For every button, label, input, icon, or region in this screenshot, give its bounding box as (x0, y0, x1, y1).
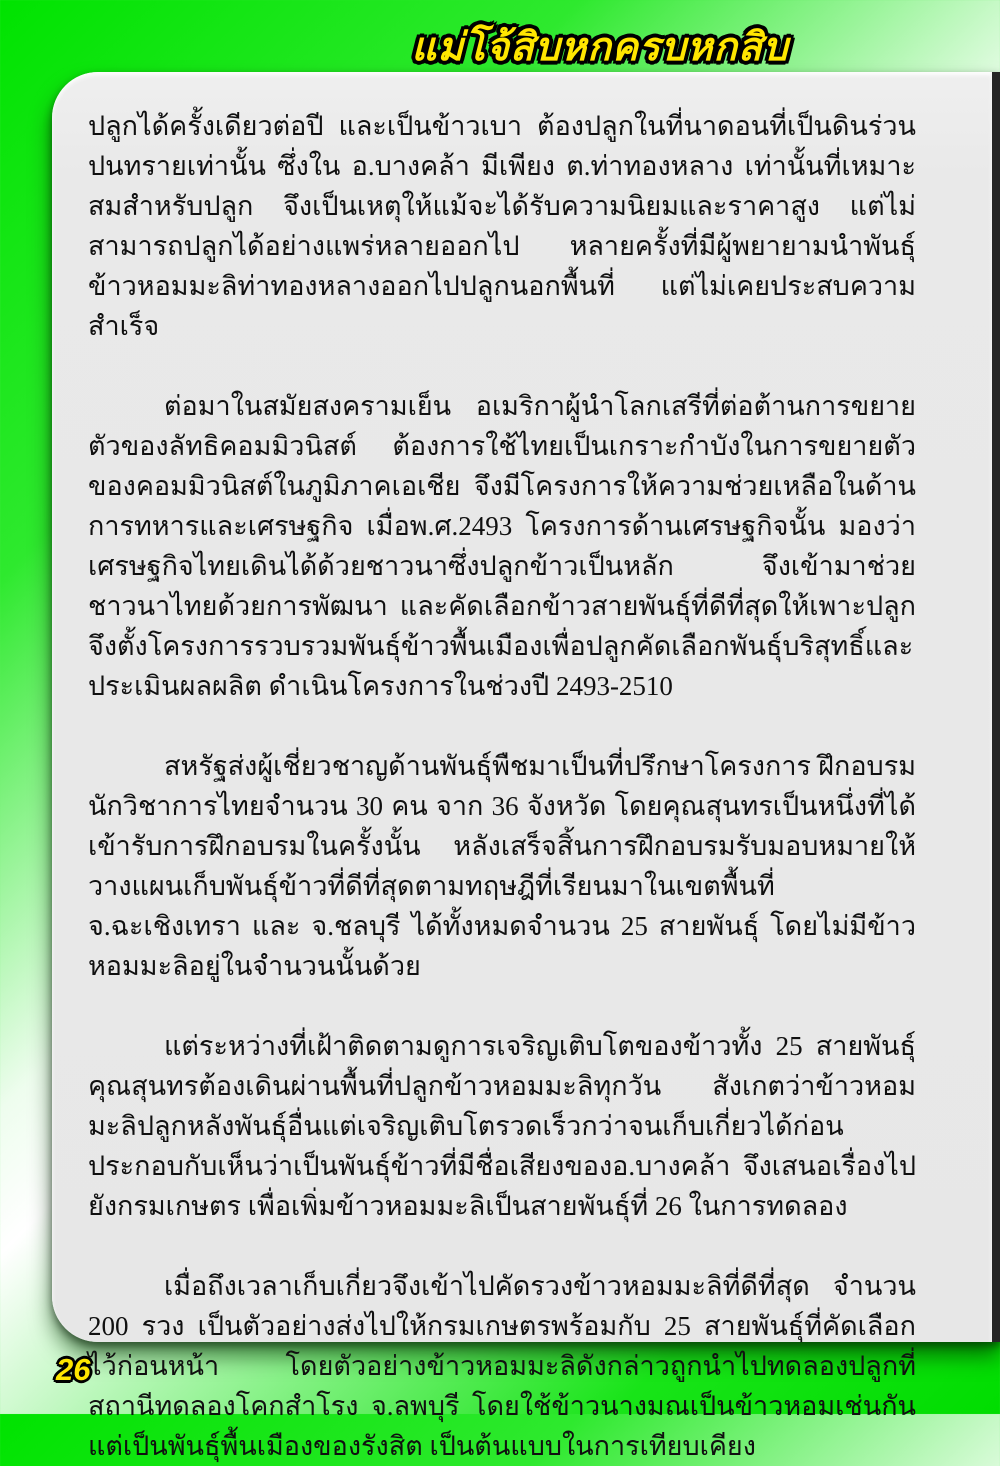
paragraph: แต่ระหว่างที่เฝ้าติดตามดูการเจริญเติบโตของข้าวทั้ง 25 สายพันธุ์ คุณสุนทรต้อง​เดินผ่านพื้นที่ปลูกข้าวหอมมะลิทุกวัน สังเกตว่าข้าวหอมมะลิปลูกหลังพันธุ์อื่นแต่เจริญ​เติบโตรวดเร็วกว่าจนเก็บเกี่ยวได้ก่อน ประกอบกับเห็นว่าเป็นพันธุ์ข้าวที่มีชื่อเสียงของ​อ.บางคล้า จึงเสนอเรื่องไปยังกรมเกษตร เพื่อเพิ่มข้าวหอมมะลิเป็นสายพันธุ์ที่ 26 ในการ​ทดลอง (88, 1031, 916, 1221)
content-card (52, 72, 1000, 1461)
page-header (0, 16, 1000, 78)
paragraph: สหรัฐส่งผู้เชี่ยวชาญด้านพันธุ์พืชมาเป็นที่ปรึกษาโครงการ ฝึกอบรมนักวิชาการไทย​จำนวน 30 คน จาก 36 จังหวัด โดยคุณสุนทรเป็นหนึ่งที่ได้เข้ารับการฝึกอบรมในครั้งนั้น หลังเสร็จสิ้นการฝึกอบรมรับมอบหมายให้วางแผนเก็บพันธุ์ข้าวที่ดีที่สุดตามทฤษฎีที่เรียน​มาในเขตพื้นที่ จ.ฉะเชิงเทรา และ จ.ชลบุรี ได้ทั้งหมดจำนวน 25 สายพันธุ์ โดยไม่มีข้าว​หอมมะลิอยู่ในจำนวนนั้นด้วย (88, 751, 916, 981)
paragraph: ปลูกได้ครั้งเดียวต่อปี และเป็นข้าวเบา ต้องปลูกในที่นาดอนที่เป็นดินร่วนปนทรายเท่านั้น ซึ่งใน อ.บางคล้า มีเพียง ต.ท่าทองหลาง เท่านั้นที่เหมาะสมสำหรับปลูก จึงเป็นเหตุให้แม้​จะได้รับความนิยมและราคาสูง แต่ไม่สามารถปลูกได้อย่างแพร่หลายออกไป หลายครั้งที่​มีผู้พยายามนำพันธุ์ข้าวหอมมะลิท่าทองหลางออกไปปลูกนอกพื้นที่ แต่ไม่เคยประสบความ​สำเร็จ (88, 111, 916, 341)
paragraph: เมื่อถึงเวลาเก็บเกี่ยวจึงเข้าไปคัดรวงข้าวหอมมะลิที่ดีที่สุด จำนวน 200 รวง เป็น​ตัวอย่างส่งไปให้กรมเกษตรพร้อมกับ 25 สายพันธุ์ที่คัดเลือกไว้ก่อนหน้า โดยตัวอย่างข้าว​หอมมะลิดังกล่าวถูกนำไปทดลองปลูกที่สถานีทดลองโคกสำโรง จ.ลพบุรี โดยใช้ข้าวนางมณ​เป็นข้าวหอมเช่นกัน แต่เป็นพันธุ์พื้นเมืองของรังสิต เป็นต้นแบบในการเทียบเคียง (88, 1271, 916, 1461)
page-number: 26 (56, 1352, 91, 1387)
page-title: แม่โจ้สิบหกครบหกสิบ (411, 26, 789, 69)
paragraph: ต่อมาในสมัยสงครามเย็น อเมริกาผู้นำโลกเสรีที่ต่อต้านการขยายตัวของลัทธิ​คอมมิวนิสต์ ต้องการใช้ไทยเป็นเกราะกำบังในการขยายตัวของคอมมิวนิสต์ในภูมิภาคเอเชีย จึงมีโครงการให้ความช่วยเหลือในด้านการทหารและเศรษฐกิจ เมื่อพ.ศ.2493 โครงการ​ด้านเศรษฐกิจนั้น มองว่า เศรษฐกิจไทยเดินได้ด้วยชาวนาซึ่งปลูกข้าวเป็นหลัก จึงเข้ามา​ช่วยชาวนาไทยด้วยการพัฒนา และคัดเลือกข้าวสายพันธุ์ที่ดีที่สุดให้เพาะปลูก จึงตั้ง​โครงการรวบรวมพันธุ์ข้าวพื้นเมืองเพื่อปลูกคัดเลือกพันธุ์บริสุทธิ์และประเมินผลผลิต ดำเนินโครงการในช่วงปี 2493-2510 (88, 391, 916, 701)
